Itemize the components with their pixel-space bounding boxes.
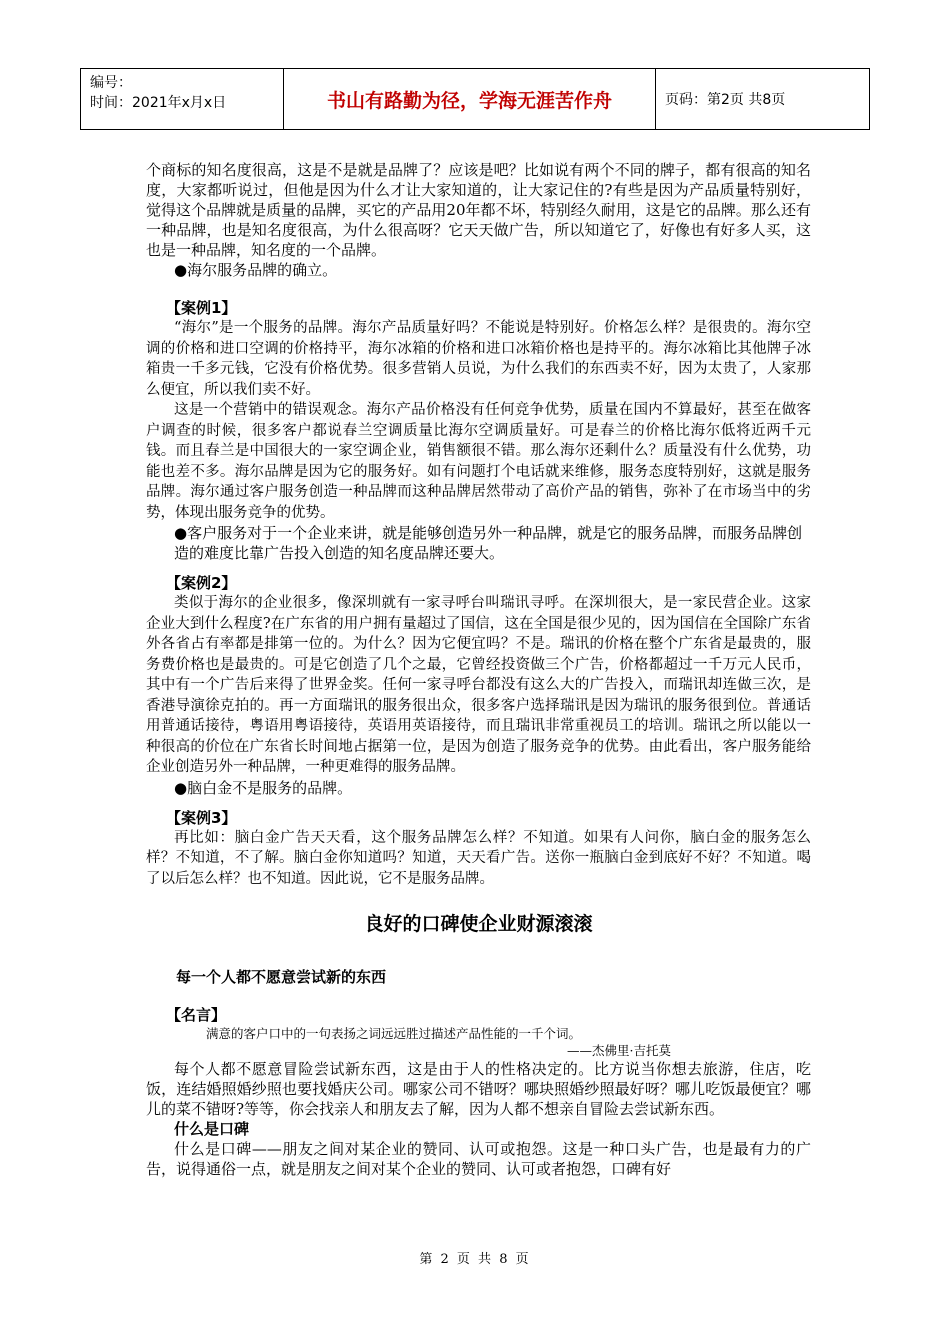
date-label: 时间：2021年x月x日 xyxy=(90,95,227,111)
intro-paragraph: 个商标的知名度很高，这是不是就是品牌了？应该是吧？比如说有两个不同的牌子，都有很高的知名度，大家都听说过，但他是因为什么才让大家知道的，让大家记住的?有些是因为产品质量特别好，觉得这个品牌就是质量的品牌，买它的产品用20年都不坏，特别经久耐用，这是它的品牌。那么还有一种品牌，也是知名度很高，为什么很高呀？它天天做广告，所以知道它了，好像也有好多人买，这也是一种品牌，知名度的一个品牌。 xyxy=(146,161,811,259)
case3-label: 【案例3】 xyxy=(166,808,237,827)
sub-heading: 什么是口碑 xyxy=(174,1120,250,1138)
case2-paragraph-1: 类似于海尔的企业很多，像深圳就有一家寻呼台叫瑞讯寻呼。在深圳很大，是一家民营企业。这家企业大到什么程度?在广东省的用户拥有量超过了国信，这在全国是很少见的，因为国信在全国除广东省外各省占有率都是排第一位的。为什么？因为它便宜吗？不是。瑞讯的价格在整个广东省是最贵的，服务费价格也是最贵的。可是它创造了几个之最，它曾经投资做三个广告，价格都超过一千万元人民币，其中有一个广告后来得了世界金奖。任何一家寻呼台都没有这么大的广告投入，而瑞讯却连做三次，是香港导演徐克拍的。再一方面瑞讯的服务很出众，很多客户选择瑞讯是因为瑞讯的服务很到位。普通话用普通话接待，粤语用粤语接待，英语用英语接待，而且瑞讯非常重视员工的培训。瑞讯之所以能以一种很高的价位在广东省长时间地占据第一位，是因为创造了服务竞争的优势。由此看出，客户服务能给企业创造另外一种品牌，一种更难得的服务品牌。 xyxy=(146,595,811,775)
number-label: 编号： xyxy=(90,75,132,91)
page-footer: 第 2 页 共 8 页 xyxy=(419,1252,531,1267)
header-page-info: 页码：第2页 共8页 xyxy=(665,92,786,108)
case1-paragraph-1: “海尔”是一个服务的品牌。海尔产品质量好吗？不能说是特别好。价格怎么样？是很贵的。海尔空调的价格和进口空调的价格持平，海尔冰箱的价格和进口冰箱价格也是持平的。海尔冰箱比其他牌子冰箱贵一千多元钱，它没有价格优势。很多营销人员说，为什么我们的东西卖不好，因为太贵了，人家那么便宜，所以我们卖不好。 xyxy=(146,320,811,398)
section-subtitle: 每一个人都不愿意尝试新的东西 xyxy=(176,968,387,986)
intro-bullet: ●海尔服务品牌的确立。 xyxy=(174,261,338,279)
case1-bullet: ●客户服务对于一个企业来讲，就是能够创造另外一种品牌，就是它的服务品牌，而服务品牌创造的难度比靠广告投入创造的知名度品牌还要大。 xyxy=(174,524,803,562)
document-body xyxy=(146,160,811,1179)
section-paragraph-2: 什么是口碑——朋友之间对某企业的赞同、认可或抱怨。这是一种口头广告，也是最有力的广告，说得通俗一点，就是朋友之间对某个企业的赞同、认可或者抱怨，口碑有好 xyxy=(146,1140,811,1178)
case2-bullet: ●脑白金不是服务的品牌。 xyxy=(174,778,353,797)
case1-paragraph-2: 这是一个营销中的错误观念。海尔产品价格没有任何竞争优势，质量在国内不算最好，甚至在做客户调查的时候，很多客户都说春兰空调质量比海尔空调质量好。可是春兰的价格比海尔低将近两千元钱。而且春兰是中国很大的一家空调企业，销售额很不错。那么海尔还剩什么？质量没有什么优势，功能也差不多。海尔品牌是因为它的服务好。如有问题打个电话就来维修，服务态度特别好，这就是服务品牌。海尔通过客户服务创造一种品牌而这种品牌居然带动了高价产品的销售，弥补了在市场当中的劣势，体现出服务竞争的优势。 xyxy=(146,402,811,521)
case1-label: 【案例1】 xyxy=(166,299,237,317)
section-title: 良好的口碑使企业财源滚滚 xyxy=(364,913,593,935)
header-motto: 书山有路勤为径，学海无涯苦作舟 xyxy=(284,69,656,129)
section-paragraph-1: 每个人都不愿意冒险尝试新东西，这是由于人的性格决定的。比方说当你想去旅游，住店，吃饭，连结婚照婚纱照也要找婚庆公司。哪家公司不错呀？哪块照婚纱照最好呀？哪儿吃饭最便宜？哪儿的菜不错呀?等等，你会找亲人和朋友去了解，因为人都不想亲自冒险去尝试新东西。 xyxy=(146,1060,811,1118)
quote-text: 满意的客户口中的一句表扬之词远远胜过描述产品性能的一千个词。 xyxy=(206,1026,582,1041)
case3-paragraph-1: 再比如：脑白金广告天天看，这个服务品牌怎么样？不知道。如果有人问你，脑白金的服务怎么样？不知道，不了解。脑白金你知道吗？知道，天天看广告。送你一瓶脑白金到底好不好？不知道。喝了以后怎么样？也不知道。因此说，它不是服务品牌。 xyxy=(146,829,811,887)
case2-label: 【案例2】 xyxy=(166,574,237,592)
header-table xyxy=(80,68,870,130)
header-left-cell xyxy=(81,69,284,129)
quote-label: 【名言】 xyxy=(166,1006,227,1024)
quote-author: ——杰佛里·吉托莫 xyxy=(567,1043,671,1058)
